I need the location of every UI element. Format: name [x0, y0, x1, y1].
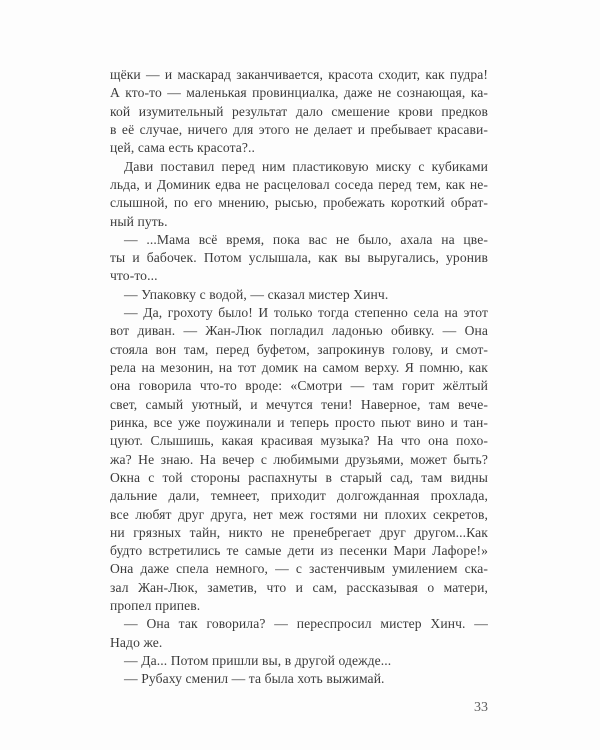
text-line: будто встретились те самые дети из песенки Мари Лафоре!»: [110, 543, 488, 559]
text-line: — Да... Потом пришли вы, в другой одежде...: [124, 653, 392, 668]
text-line: ринка, все уже поужинали и теперь просто пьют вино и тан-: [110, 414, 488, 430]
text-line: она говорила что-то вроде: «Смотри — там горит жёлтый: [110, 378, 488, 394]
text-line: вот диван. — Жан-Люк погладил ладонью обивку. — Она: [110, 323, 488, 339]
text-line: зал Жан-Люк, заметив, что и сам, рассказывая о матери,: [110, 579, 488, 595]
text-line: рела на мезонин, на тот домик на самом верху. Я помню, как: [110, 360, 488, 375]
text-line: А кто-то — маленькая провинциалка, даже не сознающая, ка-: [110, 85, 488, 101]
text-line: Она даже спела немного, — с застенчивым умилением ска-: [110, 561, 488, 577]
text-line: кой изумительный результат дало смешение крови предков: [110, 103, 488, 119]
text-line: Дави поставил перед ним пластиковую миску с кубиками: [124, 158, 488, 174]
text-line: дальние дали, темнеет, приходит долгожданная прохлада,: [110, 488, 488, 504]
text-line: в её случае, ничего для этого не делает и пребывает красави-: [110, 121, 488, 137]
text-line: что-то...: [110, 268, 158, 284]
text-line: свет, самый уютный, и мечутся тени! Наверное, там вече-: [110, 396, 488, 412]
text-line: ни грязных тайн, никто не пренебрегает друг другом...Как: [110, 524, 488, 540]
text-line: жа? Не знаю. На вечер с любимыми друзьями, может быть?: [110, 451, 488, 467]
text-line: ты и бабочек. Потом услышала, как вы выругались, уронив: [110, 250, 488, 266]
text-line: цей, сама есть красота?..: [110, 140, 256, 156]
text-line: — Она так говорила? — переспросил мистер Хинч. —: [124, 616, 488, 632]
text-line: Окна с той стороны распахнуты в старый сад, там видны: [110, 469, 488, 485]
text-line: щёки — и маскарад заканчивается, красота сходит, как пудра!: [110, 67, 488, 82]
text-line: — ...Мама всё время, пока вас не было, ахала на цве-: [124, 231, 488, 247]
text-line: стояла вон там, перед буфетом, запрокинув голову, и смот-: [110, 341, 488, 357]
text-line: пропел припев.: [110, 598, 201, 614]
text-line: льда, и Доминик едва не расцеловал соседа перед тем, как не-: [110, 176, 488, 192]
text-line: ный путь.: [110, 213, 168, 229]
text-line: все любят друг друга, нет меж гостями ни плохих секретов,: [110, 506, 488, 522]
text-line: слышной, по его мнению, рысью, пробежать короткий обрат-: [110, 195, 488, 211]
page-number: 33: [474, 700, 488, 715]
text-line: — Рубаху сменил — та была хоть выжимай.: [124, 671, 385, 687]
text-line: — Упаковку с водой, — сказал мистер Хинч.: [124, 286, 389, 302]
text-line: Надо же.: [110, 634, 163, 650]
text-line: цуют. Слышишь, какая красивая музыка? На что она похо-: [110, 433, 488, 449]
page-text: [110, 66, 488, 689]
text-line: — Да, грохоту было! И только тогда степенно села на этот: [124, 305, 488, 321]
